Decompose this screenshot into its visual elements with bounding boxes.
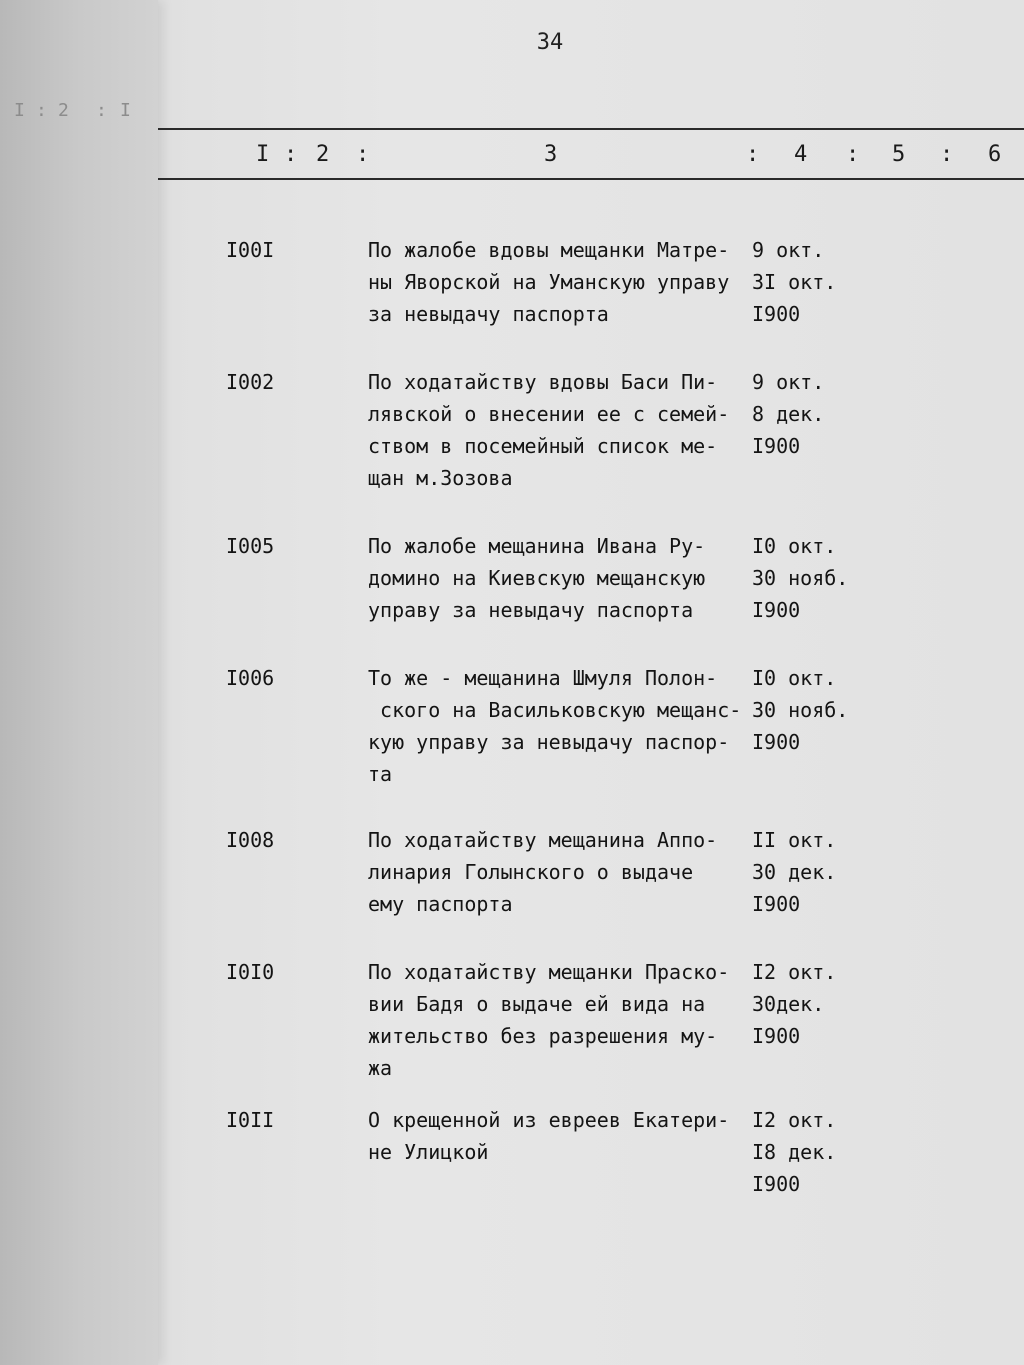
date-line: 30дек. <box>752 992 825 1016</box>
case-number: I005 <box>226 534 275 558</box>
description-line: По ходатайству мещанина Аппо- <box>368 828 718 852</box>
gutter-mark: I <box>120 100 131 121</box>
case-number: I0II <box>226 1108 275 1132</box>
case-description <box>368 956 748 1084</box>
case-number: I008 <box>226 828 275 852</box>
date-line: I0 окт. <box>752 534 837 558</box>
column-header: 5 <box>892 142 906 167</box>
date-line: 30 дек. <box>752 860 837 884</box>
description-line: за невыдачу паспорта <box>368 302 609 326</box>
gutter-mark: : <box>96 100 107 121</box>
case-number: I0I0 <box>226 960 275 984</box>
column-header: 3 <box>544 142 558 167</box>
case-description <box>368 824 748 920</box>
description-line: вии Бадя о выдаче ей вида на <box>368 992 706 1016</box>
date-line: 30 нояб. <box>752 566 849 590</box>
case-dates <box>752 956 862 1052</box>
case-dates <box>752 1104 862 1200</box>
description-line: домино на Киевскую мещанскую <box>368 566 706 590</box>
description-line: ны Яворской на Уманскую управу <box>368 270 730 294</box>
description-line: О крещенной из евреев Екатери- <box>368 1108 730 1132</box>
description-line: не Улицкой <box>368 1140 489 1164</box>
date-line: I2 окт. <box>752 1108 837 1132</box>
description-line: лявской о внесении ее с семей- <box>368 402 730 426</box>
date-line: 9 окт. <box>752 238 825 262</box>
date-line: I900 <box>752 892 801 916</box>
description-line: То же - мещанина Шмуля Полон- <box>368 666 718 690</box>
case-dates <box>752 234 862 330</box>
date-line: 3I окт. <box>752 270 837 294</box>
description-line: кую управу за невыдачу паспор- <box>368 730 730 754</box>
description-line: управу за невыдачу паспорта <box>368 598 694 622</box>
description-line: По жалобе мещанина Ивана Ру- <box>368 534 706 558</box>
description-line: ему паспорта <box>368 892 513 916</box>
description-line: линария Голынского о выдаче <box>368 860 694 884</box>
column-header-separator: : <box>746 142 760 167</box>
column-header-separator: : <box>940 142 954 167</box>
date-line: I0 окт. <box>752 666 837 690</box>
date-line: I900 <box>752 1172 801 1196</box>
case-number: I006 <box>226 666 275 690</box>
description-line: жительство без разрешения му- <box>368 1024 718 1048</box>
date-line: 8 дек. <box>752 402 825 426</box>
facing-page-edge <box>0 0 158 1365</box>
header-rule-bottom <box>158 178 1024 180</box>
date-line: 9 окт. <box>752 370 825 394</box>
column-header: 4 <box>794 142 808 167</box>
date-line: I2 окт. <box>752 960 837 984</box>
column-header: 6 <box>988 142 1002 167</box>
case-description <box>368 366 748 494</box>
case-description <box>368 530 748 626</box>
gutter-mark: : <box>36 100 47 121</box>
date-line: I900 <box>752 434 801 458</box>
description-line: та <box>368 762 393 786</box>
date-line: I900 <box>752 598 801 622</box>
date-line: I900 <box>752 1024 801 1048</box>
case-dates <box>752 530 862 626</box>
description-line: щан м.Зозова <box>368 466 513 490</box>
column-header: I <box>256 142 270 167</box>
date-line: 30 нояб. <box>752 698 849 722</box>
case-dates <box>752 366 862 462</box>
date-line: I900 <box>752 730 801 754</box>
case-description <box>368 234 748 330</box>
description-line: жа <box>368 1056 393 1080</box>
column-header-separator: : <box>846 142 860 167</box>
description-line: По ходатайству вдовы Баси Пи- <box>368 370 718 394</box>
description-line: ством в посемейный список ме- <box>368 434 718 458</box>
gutter-mark: 2 <box>58 100 69 121</box>
date-line: I900 <box>752 302 801 326</box>
case-number: I002 <box>226 370 275 394</box>
case-number: I00I <box>226 238 275 262</box>
column-header-separator: : <box>356 142 370 167</box>
column-header: 2 <box>316 142 330 167</box>
description-line: По ходатайству мещанки Праско- <box>368 960 730 984</box>
page-number: 34 <box>536 30 564 55</box>
gutter-mark: I <box>14 100 25 121</box>
case-description <box>368 1104 748 1168</box>
description-line: По жалобе вдовы мещанки Матре- <box>368 238 730 262</box>
case-description <box>368 662 748 790</box>
header-rule-top <box>158 128 1024 130</box>
description-line: ского на Васильковскую мещанс- <box>368 698 742 722</box>
date-line: II окт. <box>752 828 837 852</box>
case-dates <box>752 824 862 920</box>
column-header-separator: : <box>284 142 298 167</box>
date-line: I8 дек. <box>752 1140 837 1164</box>
case-dates <box>752 662 862 758</box>
